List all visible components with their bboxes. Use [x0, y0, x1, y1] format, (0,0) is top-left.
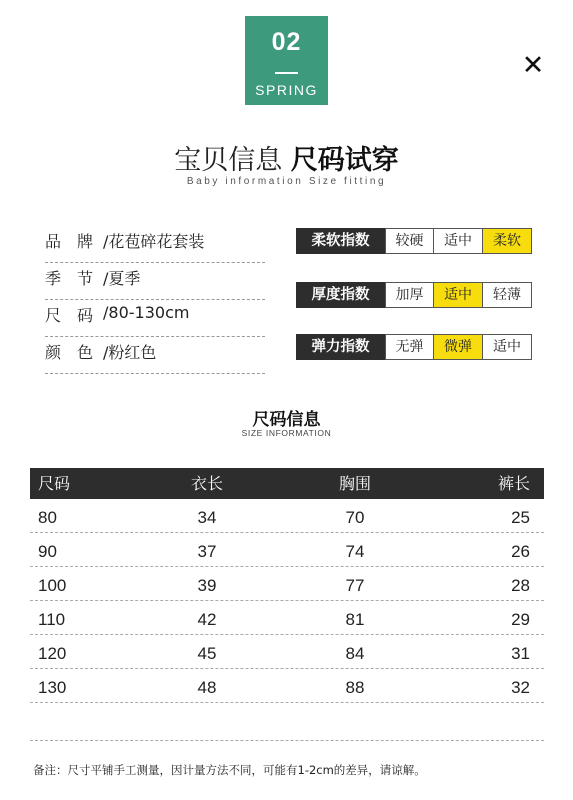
table-cell: 80: [38, 508, 57, 527]
info-row-season: [45, 263, 265, 300]
table-cell: 37: [197, 542, 217, 561]
header-cell-pants: 裤长: [497, 474, 530, 493]
table-cell: 32: [511, 678, 530, 697]
scale-option: 轻薄: [483, 282, 532, 308]
scale-option: 适中: [434, 228, 483, 254]
info-value: /80-130cm: [103, 303, 190, 322]
badge-number: 02: [271, 28, 302, 56]
table-cell: 42: [197, 610, 217, 629]
scale-option: 加厚: [385, 282, 434, 308]
title-bold: 尺码试穿: [290, 145, 399, 176]
table-row: [30, 533, 544, 567]
info-key: 尺码: [45, 306, 110, 325]
page-title: [0, 138, 573, 177]
table-row: [30, 635, 544, 669]
elasticity-scale: [296, 334, 532, 360]
size-table: [30, 468, 544, 741]
season-badge: [245, 16, 328, 105]
table-row: [30, 567, 544, 601]
info-key: 颜色: [45, 343, 110, 362]
table-cell: 70: [345, 508, 365, 527]
table-row: [30, 669, 544, 703]
thickness-scale: [296, 282, 532, 308]
close-icon[interactable]: ✕: [521, 50, 545, 81]
table-cell: 28: [511, 576, 530, 595]
table-header: [30, 468, 544, 499]
info-key: 季节: [45, 269, 110, 288]
scale-option-selected: 微弹: [434, 334, 483, 360]
table-cell: 84: [345, 644, 365, 663]
table-cell: 45: [197, 644, 217, 663]
table-cell: 31: [511, 644, 530, 663]
scale-option-selected: 柔软: [483, 228, 532, 254]
header-cell-length: 衣长: [190, 474, 223, 493]
info-value: /夏季: [103, 269, 141, 288]
table-row: [30, 601, 544, 635]
table-cell: 90: [38, 542, 57, 561]
table-cell: 120: [38, 644, 67, 663]
table-cell: 48: [197, 678, 217, 697]
header-cell-size: 尺码: [38, 474, 71, 493]
title-regular: 宝贝信息: [174, 145, 291, 176]
softness-scale: [296, 228, 532, 254]
section-title: 尺码信息: [252, 410, 321, 430]
info-key: 品牌: [45, 232, 110, 251]
section-subtitle: SIZE INFORMATION: [241, 428, 332, 438]
product-info-list: [45, 226, 265, 374]
table-cell: 26: [511, 542, 530, 561]
info-value: /花苞碎花套装: [103, 232, 205, 251]
table-cell: 77: [345, 576, 365, 595]
header-cell-chest: 胸围: [338, 474, 371, 493]
scale-option: 无弹: [385, 334, 434, 360]
page-subtitle: Baby information Size fitting: [186, 176, 387, 187]
table-row-empty: [30, 703, 544, 741]
footnote: 备注：尺寸平铺手工测量，因计量方法不同，可能有1-2cm的差异，请谅解。: [33, 763, 426, 777]
table-cell: 100: [38, 576, 67, 595]
table-row: [30, 499, 544, 533]
table-cell: 110: [38, 610, 66, 629]
info-value: /粉红色: [103, 343, 157, 362]
scale-label: 柔软指数: [296, 228, 385, 254]
table-cell: 81: [345, 610, 365, 629]
info-row-brand: [45, 226, 265, 263]
table-cell: 74: [345, 542, 365, 561]
table-cell: 88: [345, 678, 365, 697]
table-cell: 130: [38, 678, 67, 697]
scale-label: 厚度指数: [296, 282, 385, 308]
table-cell: 29: [511, 610, 530, 629]
scale-option-selected: 适中: [434, 282, 483, 308]
table-cell: 39: [197, 576, 217, 595]
badge-word: SPRING: [255, 82, 318, 98]
scale-option: 适中: [483, 334, 532, 360]
info-row-size: [45, 300, 265, 337]
info-row-color: [45, 337, 265, 374]
table-cell: 25: [511, 508, 530, 527]
scale-option: 较硬: [385, 228, 434, 254]
table-cell: 34: [197, 508, 217, 527]
badge-divider: [275, 72, 298, 74]
scale-label: 弹力指数: [296, 334, 385, 360]
